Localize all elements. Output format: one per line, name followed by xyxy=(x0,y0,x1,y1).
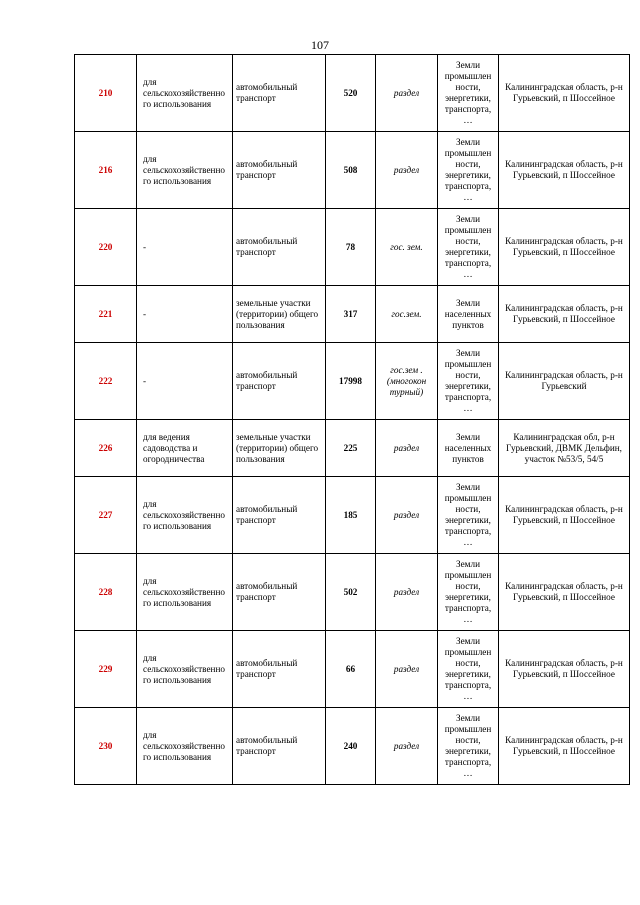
plot-type: гос.зем .(многокон турный) xyxy=(376,343,438,420)
table-body xyxy=(75,55,630,785)
address: Калининградская область, р-н Гурьевский, п Шоссейное xyxy=(499,55,630,132)
plot-id: 220 xyxy=(75,209,137,286)
plot-id: 210 xyxy=(75,55,137,132)
address: Калининградская область, р-н Гурьевский, п Шоссейное xyxy=(499,631,630,708)
purpose: автомобильный транспорт xyxy=(233,55,326,132)
area: 17998 xyxy=(326,343,376,420)
plot-type: раздел xyxy=(376,132,438,209)
permitted-use: - xyxy=(137,343,233,420)
land-category: Земли промышлен ности, энергетики, транспорта, … xyxy=(438,554,499,631)
land-category: Земли промышлен ности, энергетики, транспорта, … xyxy=(438,132,499,209)
land-category: Земли промышлен ности, энергетики, транспорта, … xyxy=(438,343,499,420)
plot-id: 230 xyxy=(75,708,137,785)
plot-type: гос. зем. xyxy=(376,209,438,286)
address: Калининградская обл, р-н Гурьевский, ДВМК Дельфин, участок №53/5, 54/5 xyxy=(499,420,630,477)
purpose: автомобильный транспорт xyxy=(233,477,326,554)
purpose: автомобильный транспорт xyxy=(233,708,326,785)
plot-type: раздел xyxy=(376,477,438,554)
table-row xyxy=(75,132,630,209)
purpose: автомобильный транспорт xyxy=(233,554,326,631)
plot-type: раздел xyxy=(376,420,438,477)
address: Калининградская область, р-н Гурьевский xyxy=(499,343,630,420)
plot-id: 226 xyxy=(75,420,137,477)
land-category: Земли промышлен ности, энергетики, транспорта, … xyxy=(438,477,499,554)
permitted-use: для сельскохозяйственно го использования xyxy=(137,631,233,708)
land-category: Земли промышлен ности, энергетики, транспорта, … xyxy=(438,708,499,785)
purpose: автомобильный транспорт xyxy=(233,343,326,420)
land-category: Земли населенных пунктов xyxy=(438,286,499,343)
address: Калининградская область, р-н Гурьевский, п Шоссейное xyxy=(499,286,630,343)
plot-type: раздел xyxy=(376,554,438,631)
permitted-use: для сельскохозяйственно го использования xyxy=(137,132,233,209)
table-row xyxy=(75,209,630,286)
plot-id: 229 xyxy=(75,631,137,708)
plot-type: раздел xyxy=(376,708,438,785)
purpose: земельные участки (территории) общего пользования xyxy=(233,420,326,477)
land-plots-table xyxy=(74,54,630,785)
purpose: автомобильный транспорт xyxy=(233,631,326,708)
page-number: 107 xyxy=(311,38,329,52)
plot-type: раздел xyxy=(376,55,438,132)
permitted-use: для сельскохозяйственно го использования xyxy=(137,554,233,631)
area: 185 xyxy=(326,477,376,554)
area: 240 xyxy=(326,708,376,785)
area: 66 xyxy=(326,631,376,708)
plot-type: гос.зем. xyxy=(376,286,438,343)
table-row xyxy=(75,420,630,477)
land-category: Земли промышлен ности, энергетики, транспорта, … xyxy=(438,209,499,286)
table-row xyxy=(75,343,630,420)
plot-id: 221 xyxy=(75,286,137,343)
purpose: земельные участки (территории) общего пользования xyxy=(233,286,326,343)
table-row xyxy=(75,55,630,132)
table-row xyxy=(75,554,630,631)
plot-id: 222 xyxy=(75,343,137,420)
plot-type: раздел xyxy=(376,631,438,708)
plot-id: 227 xyxy=(75,477,137,554)
table-row xyxy=(75,631,630,708)
area: 78 xyxy=(326,209,376,286)
land-category: Земли промышлен ности, энергетики, транспорта, … xyxy=(438,55,499,132)
land-category: Земли промышлен ности, энергетики, транспорта, … xyxy=(438,631,499,708)
permitted-use: для ведения садоводства и огородничества xyxy=(137,420,233,477)
area: 317 xyxy=(326,286,376,343)
area: 502 xyxy=(326,554,376,631)
permitted-use: для сельскохозяйственно го использования xyxy=(137,55,233,132)
land-category: Земли населенных пунктов xyxy=(438,420,499,477)
table-row xyxy=(75,477,630,554)
table-row xyxy=(75,708,630,785)
address: Калининградская область, р-н Гурьевский, п Шоссейное xyxy=(499,477,630,554)
address: Калининградская область, р-н Гурьевский, п Шоссейное xyxy=(499,708,630,785)
permitted-use: - xyxy=(137,209,233,286)
address: Калининградская область, р-н Гурьевский, п Шоссейное xyxy=(499,554,630,631)
permitted-use: для сельскохозяйственно го использования xyxy=(137,708,233,785)
permitted-use: - xyxy=(137,286,233,343)
address: Калининградская область, р-н Гурьевский, п Шоссейное xyxy=(499,132,630,209)
purpose: автомобильный транспорт xyxy=(233,209,326,286)
area: 520 xyxy=(326,55,376,132)
area: 508 xyxy=(326,132,376,209)
table-row xyxy=(75,286,630,343)
area: 225 xyxy=(326,420,376,477)
plot-id: 228 xyxy=(75,554,137,631)
purpose: автомобильный транспорт xyxy=(233,132,326,209)
address: Калининградская область, р-н Гурьевский, п Шоссейное xyxy=(499,209,630,286)
plot-id: 216 xyxy=(75,132,137,209)
permitted-use: для сельскохозяйственно го использования xyxy=(137,477,233,554)
